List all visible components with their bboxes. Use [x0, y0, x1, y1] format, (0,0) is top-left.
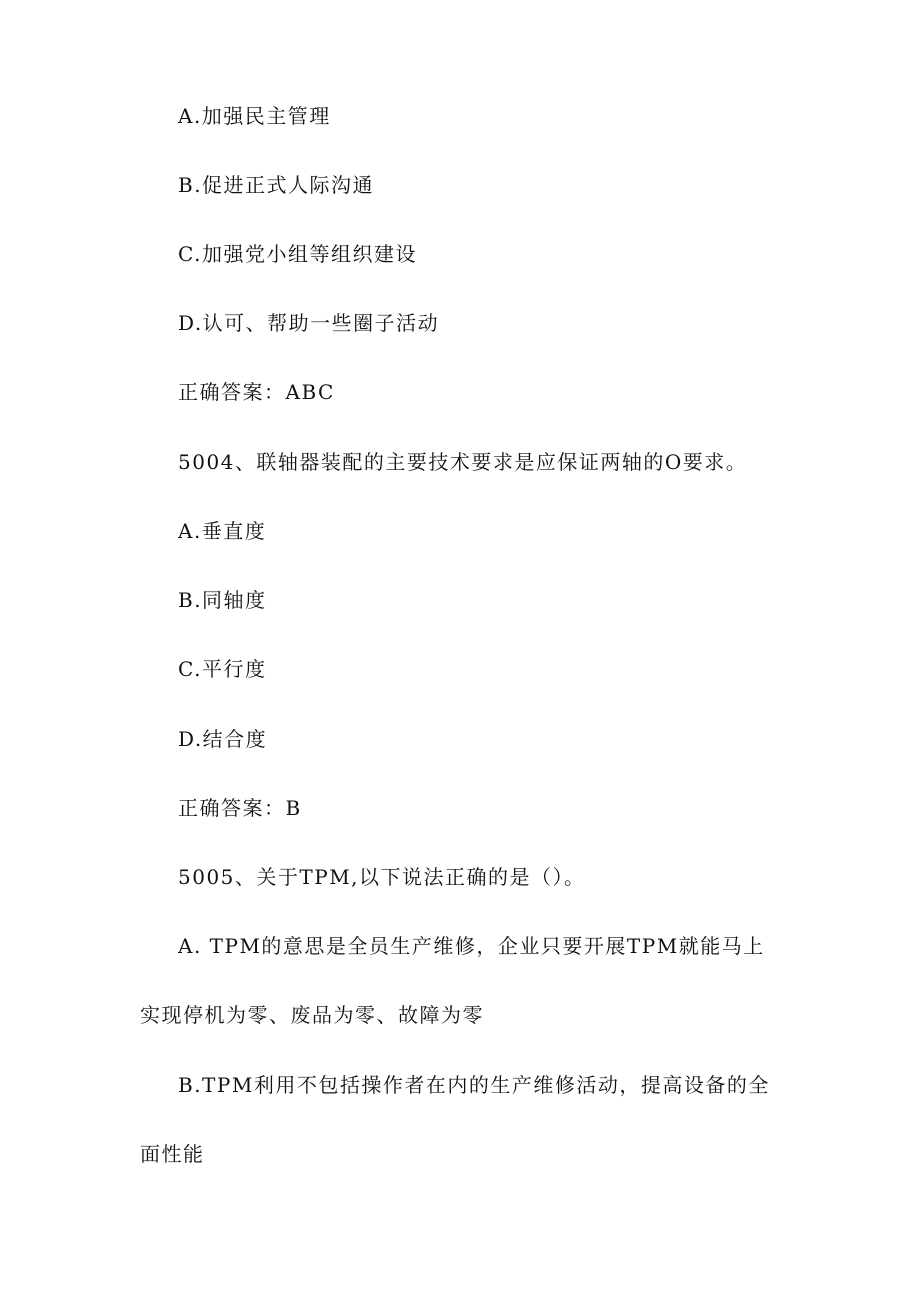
question-text: 5004、联轴器装配的主要技术要求是应保证两轴的O要求。 — [178, 450, 748, 474]
option-d: D.结合度 — [178, 727, 268, 751]
option-d: D.认可、帮助一些圈子活动 — [178, 311, 440, 335]
option-a: A.垂直度 — [178, 519, 267, 543]
option-a: A. TPM的意思是全员生产维修，企业只要开展TPM就能马上实现停机为零、废品为零、故障为零 — [140, 934, 765, 1027]
option-a: A.加强民主管理 — [178, 104, 331, 128]
option-b: B.促进正式人际沟通 — [178, 173, 375, 197]
option-b: B.TPM利用不包括操作者在内的生产维修活动，提高设备的全面性能 — [140, 1073, 770, 1166]
answer-line: 正确答案：ABC — [178, 380, 335, 404]
option-c: C.加强党小组等组织建设 — [178, 242, 417, 266]
question-text: 5005、关于TPM,以下说法正确的是（）。 — [178, 865, 586, 889]
option-b: B.同轴度 — [178, 588, 267, 612]
answer-line: 正确答案：B — [178, 796, 302, 820]
option-c: C.平行度 — [178, 657, 267, 681]
